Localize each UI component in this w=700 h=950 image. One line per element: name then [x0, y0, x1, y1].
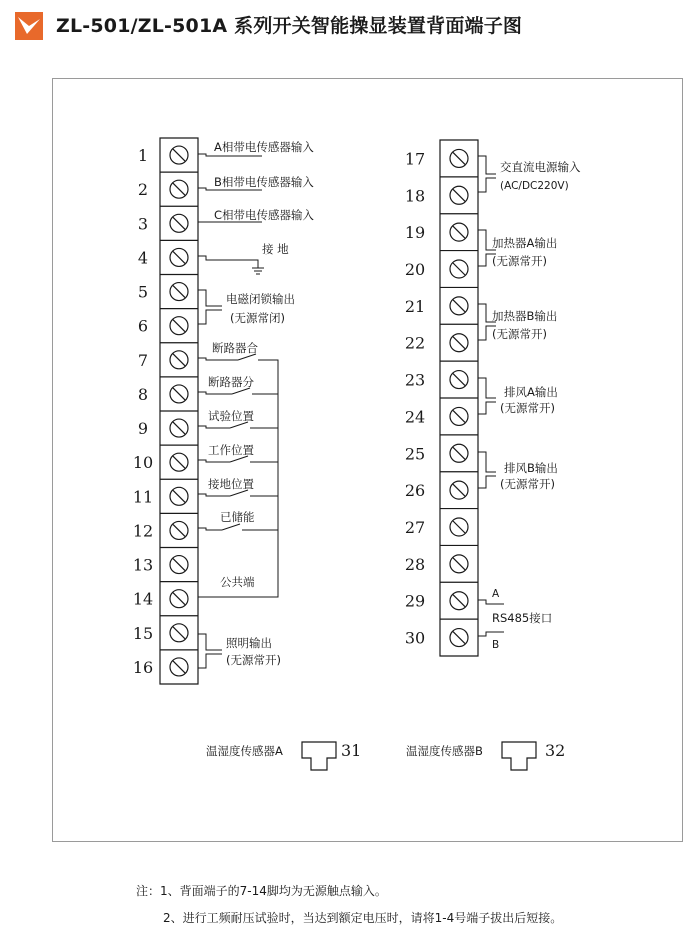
label-heater-a-note: (无源常开): [492, 254, 547, 268]
terminal-screw-icon: [450, 186, 468, 204]
right-terminal-number: 21: [404, 296, 426, 316]
right-terminal-number: 20: [404, 260, 426, 279]
label-common: 公共端: [220, 575, 255, 589]
right-terminal-number: 23: [404, 370, 426, 390]
label-fan-b-note: (无源常开): [500, 477, 555, 491]
sensor-a-connector: [302, 742, 336, 770]
left-terminal-number: 10: [132, 453, 154, 473]
left-terminal-number: 12: [132, 521, 154, 541]
label-rs485-a: A: [492, 588, 500, 600]
terminal-screw-icon: [170, 556, 188, 574]
label-lock-output: 电磁闭锁输出: [226, 292, 295, 306]
terminal-screw-icon: [450, 371, 468, 389]
terminal-screw-icon: [170, 385, 188, 403]
terminal-screw-icon: [450, 260, 468, 278]
sensor-b-connector: [502, 742, 536, 770]
label-b-current: B相带电传感器输入: [214, 175, 314, 189]
label-fan-b: 排风B输出: [504, 461, 558, 475]
label-ground: 接 地: [262, 242, 289, 256]
right-terminal-number: 22: [404, 333, 426, 353]
label-breaker-open: 断路器分: [208, 375, 254, 389]
terminal-screw-icon: [450, 407, 468, 425]
label-power-input-note: (AC/DC220V): [500, 180, 569, 192]
right-terminal-number: 29: [404, 591, 426, 611]
terminal-screw-icon: [450, 334, 468, 352]
terminal-screw-icon: [450, 555, 468, 573]
left-terminal-number: 16: [132, 657, 154, 677]
terminal-screw-icon: [450, 297, 468, 315]
label-test-position: 试验位置: [208, 409, 254, 423]
sensor-a-label: 温湿度传感器A: [206, 744, 283, 758]
terminal-screw-icon: [170, 317, 188, 335]
right-terminal-number: 26: [404, 481, 426, 501]
left-terminal-number: 7: [137, 350, 149, 370]
terminal-screw-icon: [170, 180, 188, 198]
right-wiring: [478, 156, 504, 636]
sensor-b-number: 32: [545, 741, 566, 760]
label-rs485: RS485接口: [492, 611, 553, 625]
label-c-current: C相带电传感器输入: [214, 208, 315, 222]
terminal-screw-icon: [170, 624, 188, 642]
label-work-position: 工作位置: [208, 443, 254, 457]
label-fan-a: 排风A输出: [504, 385, 558, 399]
left-terminal-number: 11: [132, 487, 154, 507]
right-terminal-number: 25: [404, 444, 426, 464]
left-terminal-number: 6: [137, 316, 149, 336]
label-heater-b-note: (无源常开): [492, 327, 547, 341]
terminal-screw-icon: [170, 487, 188, 505]
terminal-screw-icon: [450, 444, 468, 462]
note-line-1: 注：1、背面端子的7-14脚均为无源触点输入。: [136, 884, 387, 898]
label-lighting-output-note: (无源常开): [226, 653, 281, 667]
terminal-screw-icon: [170, 283, 188, 301]
label-breaker-close: 断路器合: [212, 341, 258, 355]
sensor-b-label: 温湿度传感器B: [406, 744, 483, 758]
terminal-screw-icon: [170, 590, 188, 608]
sensor-a-number: 31: [341, 741, 362, 760]
left-terminal-block: [160, 138, 198, 684]
terminal-screw-icon: [170, 351, 188, 369]
label-heater-b: 加热器B输出: [492, 309, 558, 323]
terminal-screw-icon: [450, 592, 468, 610]
terminal-screw-icon: [450, 149, 468, 167]
page-title: ZL-501/ZL-501A 系列开关智能操显装置背面端子图: [56, 15, 523, 37]
terminal-screw-icon: [170, 248, 188, 266]
left-terminal-number: 8: [137, 384, 149, 404]
terminal-screw-icon: [450, 223, 468, 241]
note-line-2: 2、进行工频耐压试验时，当达到额定电压时，请将1-4号端子拔出后短接。: [163, 911, 563, 925]
label-stored-energy: 已储能: [220, 510, 255, 524]
right-terminal-number: 17: [404, 149, 426, 169]
left-terminal-number: 14: [132, 589, 154, 609]
left-terminal-number: 1: [137, 146, 149, 166]
left-terminal-number: 5: [137, 282, 149, 302]
right-terminal-number: 30: [404, 628, 426, 648]
terminal-screw-icon: [450, 518, 468, 536]
right-terminal-number: 28: [404, 554, 426, 574]
terminal-screw-icon: [170, 521, 188, 539]
terminal-screw-icon: [450, 481, 468, 499]
terminal-screw-icon: [170, 146, 188, 164]
left-terminal-number: 15: [132, 623, 154, 643]
terminal-screw-icon: [170, 214, 188, 232]
left-terminal-number: 9: [137, 419, 149, 439]
label-lighting-output: 照明输出: [226, 636, 272, 650]
right-terminal-number: 19: [404, 223, 426, 243]
label-a-current: A相带电传感器输入: [214, 140, 314, 154]
right-terminal-number: 27: [404, 518, 426, 537]
right-terminal-number: 18: [404, 186, 426, 206]
right-terminal-block: [440, 140, 478, 656]
left-terminal-number: 13: [132, 555, 154, 575]
label-lock-output-note: (无源常闭): [230, 311, 285, 325]
terminal-screw-icon: [170, 419, 188, 437]
terminal-screw-icon: [170, 453, 188, 471]
right-terminal-number: 24: [404, 407, 426, 427]
label-ground-position: 接地位置: [208, 477, 254, 491]
label-rs485-b: B: [492, 639, 500, 651]
left-terminal-number: 4: [137, 248, 149, 268]
left-terminal-number: 2: [137, 180, 149, 200]
label-power-input: 交直流电源输入: [500, 160, 581, 174]
terminal-screw-icon: [450, 629, 468, 647]
left-terminal-number: 3: [137, 214, 149, 234]
terminal-screw-icon: [170, 658, 188, 676]
label-fan-a-note: (无源常开): [500, 401, 555, 415]
label-heater-a: 加热器A输出: [492, 236, 558, 250]
